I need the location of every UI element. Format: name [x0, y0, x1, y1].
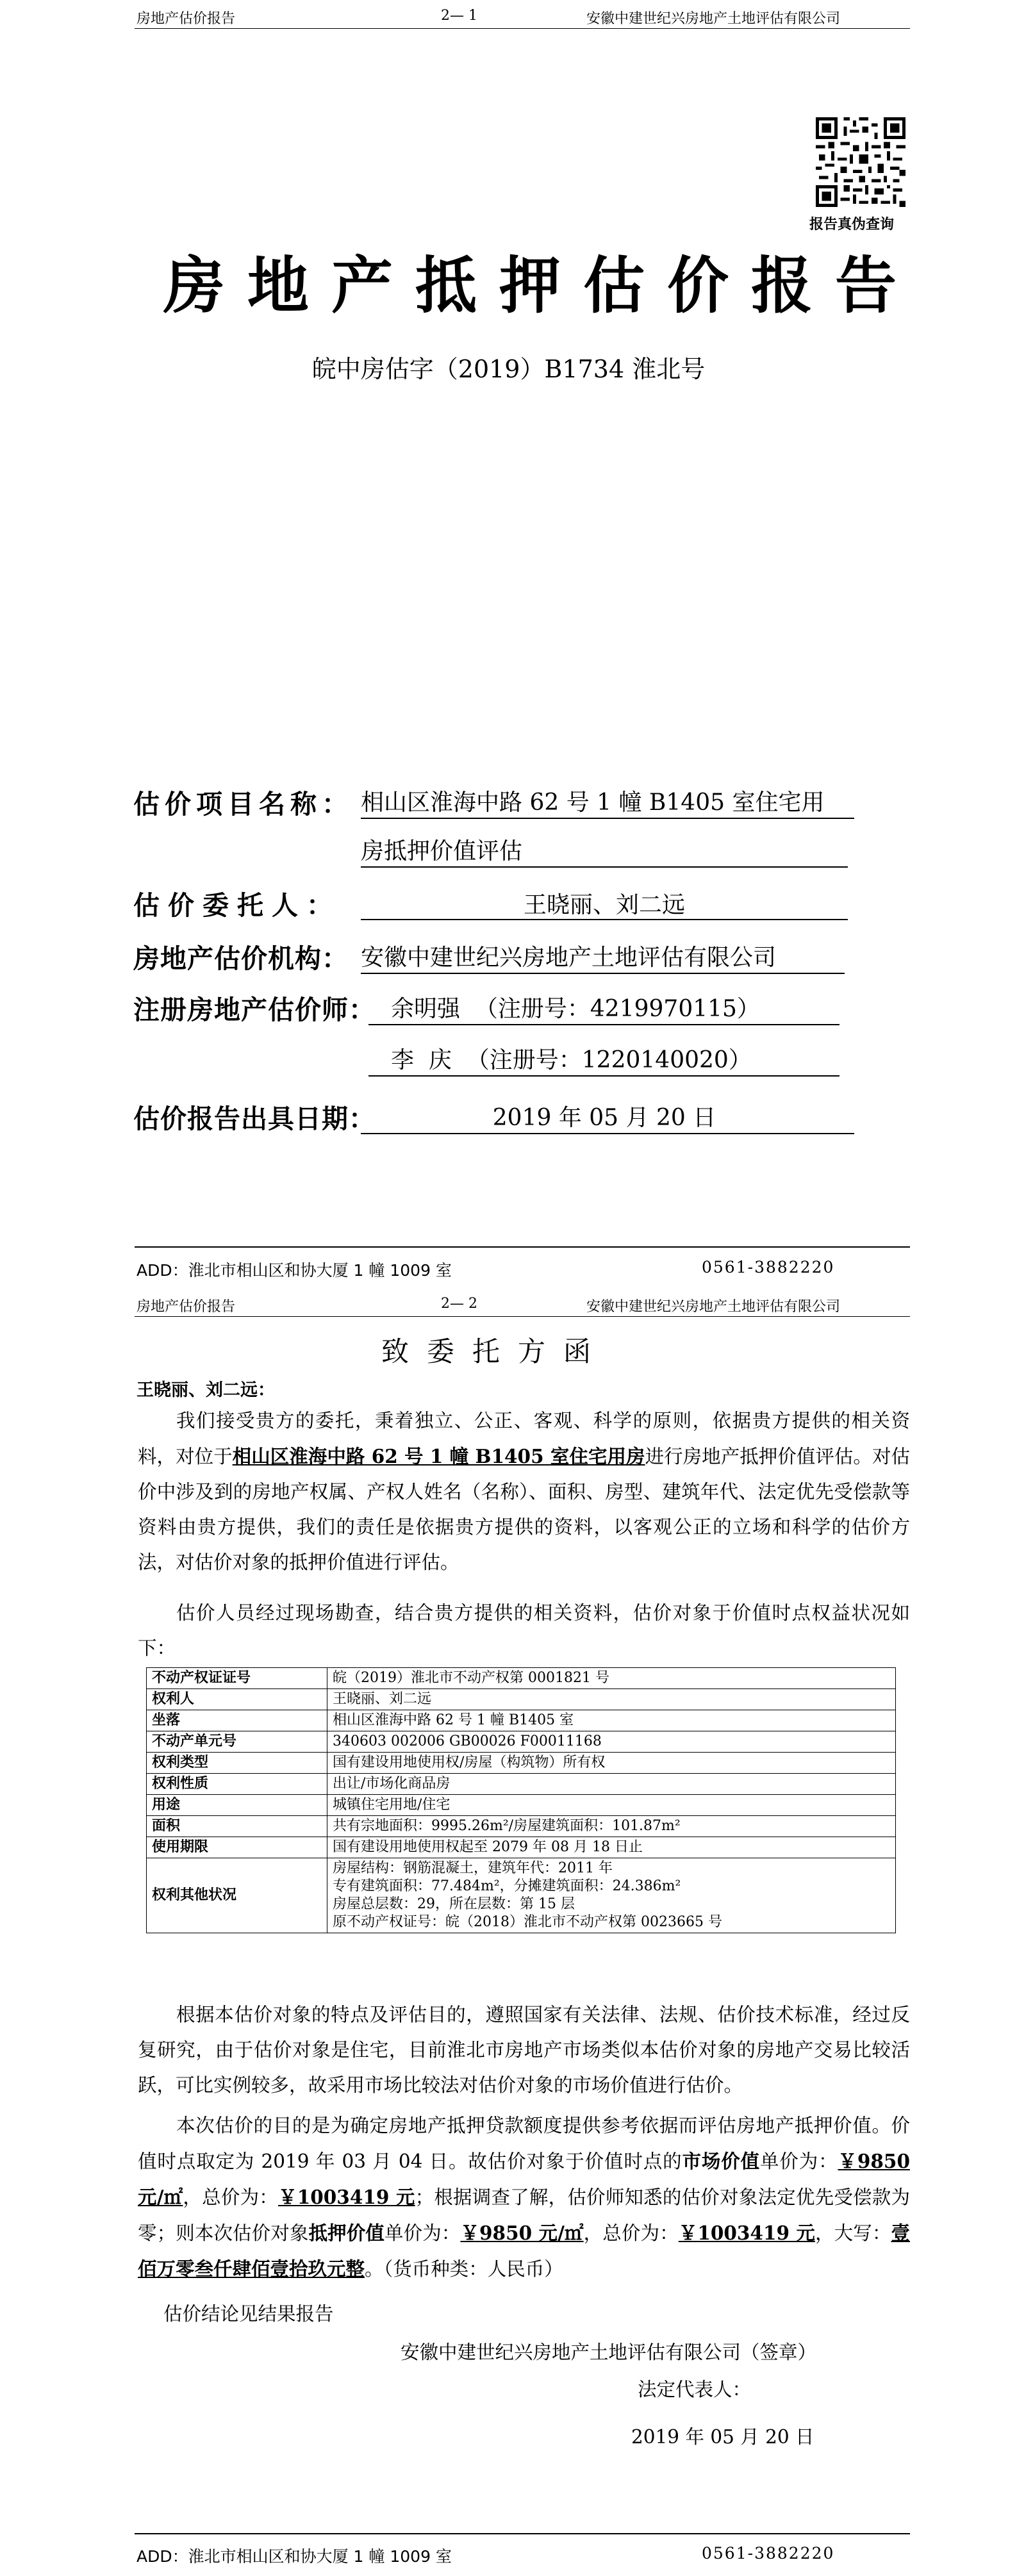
paragraph-4: 本次估价的目的是为确定房地产抵押贷款额度提供参考依据而评估房地产抵押价值。价值时点取定为 2019 年 03 月 04 日。故估价对象于价值时点的市场价值单价为：￥9850 元/㎡，总价为：￥1003419 元；根据调查了解，估价师知悉的估价对象法定优先受偿款为零；则本次估价对象抵押价值单价为：￥9850 元/㎡，总价为：￥1003419 元，大写：壹佰万零叁仟肆佰壹拾玖元整。（货币种类：人民币）	[138, 2115, 910, 2280]
table-key: 使用期限	[147, 1837, 327, 1858]
agency-underline	[361, 973, 845, 974]
table-value: 国有建设用地使用权起至 2079 年 08 月 18 日止	[327, 1837, 896, 1858]
page2-header-page-number: 2— 2	[441, 1296, 477, 1312]
project-name-line1: 相山区淮海中路 62 号 1 幢 B1405 室住宅用	[361, 789, 825, 816]
agency-label: 房地产估价机构：	[133, 943, 349, 974]
table-key: 面积	[147, 1816, 327, 1837]
table-value-other	[327, 1858, 896, 1933]
table-row	[147, 1816, 896, 1837]
paragraph-1: 我们接受贵方的委托，秉着独立、公正、客观、科学的原则，依据贵方提供的相关资料，对位于相山区淮海中路 62 号 1 幢 B1405 室住宅用房进行房地产抵押价值评估。对估价中涉及到的房地产权属、产权人姓名（名称）、面积、房型、建筑年代、法定优先受偿款等资料由贵方提供，我们的责任是依据贵方提供的资料，以客观公正的立场和科学的估价方法，对估价对象的抵押价值进行评估。	[138, 1410, 910, 1573]
page1-header-left: 房地产估价报告	[136, 11, 236, 27]
table-row	[147, 1710, 896, 1731]
project-name-line2: 房抵押价值评估	[361, 838, 523, 864]
page1-footer-address: ADD：淮北市相山区和协大厦 1 幢 1009 室	[136, 1261, 452, 1280]
table-key: 权利其他状况	[147, 1858, 327, 1933]
page2-header-rule	[135, 1316, 910, 1317]
signature-company: 安徽中建世纪兴房地产土地评估有限公司（签章）	[401, 2341, 817, 2363]
page1-footer-rule	[135, 1246, 910, 1248]
table-key: 不动产单元号	[147, 1731, 327, 1753]
table-key: 坐落	[147, 1710, 327, 1731]
page1-footer-phone: 0561-3882220	[702, 1258, 835, 1276]
table-value: 皖（2019）淮北市不动产权第 0001821 号	[327, 1668, 896, 1689]
table-value: 相山区淮海中路 62 号 1 幢 B1405 室	[327, 1710, 896, 1731]
project-name-underline2	[361, 866, 848, 868]
appraiser-2: 李 庆 （注册号：1220140020）	[391, 1047, 752, 1073]
table-value: 出让/市场化商品房	[327, 1774, 896, 1795]
table-key: 用途	[147, 1795, 327, 1816]
table-row	[147, 1795, 896, 1816]
signature-legal-rep: 法定代表人：	[638, 2379, 752, 2400]
page1-header-rule	[135, 28, 910, 29]
table-row	[147, 1774, 896, 1795]
page1-header-right: 安徽中建世纪兴房地产土地评估有限公司	[586, 11, 841, 27]
issue-date-underline	[361, 1133, 854, 1134]
other-status-line: 原不动产权证号：皖（2018）淮北市不动产权第 0023665 号	[333, 1914, 722, 1930]
conclusion-note: 估价结论见结果报告	[163, 2303, 334, 2325]
report-number: 皖中房估字（2019）B1734 淮北号	[311, 355, 706, 383]
salutation: 王晓丽、刘二远：	[136, 1380, 275, 1400]
property-rights-table	[146, 1667, 896, 1933]
other-status-line: 专有建筑面积：77.484m²，分摊建筑面积：24.386m²	[333, 1878, 681, 1894]
table-value: 城镇住宅用地/住宅	[327, 1795, 896, 1816]
issue-date-label: 估价报告出具日期：	[133, 1103, 376, 1134]
appraiser-2-underline	[368, 1075, 839, 1077]
other-status-line: 房屋总层数：29，所在层数：第 15 层	[333, 1896, 575, 1912]
table-value: 王晓丽、刘二远	[327, 1689, 896, 1710]
table-key: 权利人	[147, 1689, 327, 1710]
table-row	[147, 1689, 896, 1710]
table-key: 权利类型	[147, 1753, 327, 1774]
appraiser-1-underline	[368, 1024, 839, 1025]
agency-value: 安徽中建世纪兴房地产土地评估有限公司	[361, 945, 777, 971]
table-key: 权利性质	[147, 1774, 327, 1795]
page2-footer-rule	[135, 2533, 910, 2534]
client-underline	[361, 919, 848, 920]
other-status-line: 房屋结构：钢筋混凝土，建筑年代：2011 年	[333, 1860, 613, 1876]
page2-footer-phone: 0561-3882220	[702, 2544, 835, 2563]
project-name-underline1	[361, 818, 854, 819]
client-label: 估价委托人：	[133, 890, 341, 921]
page2-header-right: 安徽中建世纪兴房地产土地评估有限公司	[586, 1299, 841, 1315]
table-row	[147, 1668, 896, 1689]
page2-header-left: 房地产估价报告	[136, 1299, 236, 1315]
letter-title: 致委托方函	[381, 1336, 609, 1368]
report-title: 房地产抵押估价报告	[163, 249, 919, 322]
table-value: 国有建设用地使用权/房屋（构筑物）所有权	[327, 1753, 896, 1774]
table-row	[147, 1753, 896, 1774]
qr-code-icon	[816, 117, 905, 207]
table-row	[147, 1858, 896, 1933]
paragraph-2: 估价人员经过现场勘查，结合贵方提供的相关资料，估价对象于价值时点权益状况如下：	[138, 1602, 910, 1659]
table-key: 不动产权证证号	[147, 1668, 327, 1689]
paragraph-3: 根据本估价对象的特点及评估目的，遵照国家有关法律、法规、估价技术标准，经过反复研究，由于估价对象是住宅，目前淮北市房地产市场类似本估价对象的房地产交易比较活跃，可比实例较多，故采用市场比较法对估价对象的市场价值进行估价。	[138, 2004, 910, 2096]
appraiser-1: 余明强 （注册号：4219970115）	[391, 996, 760, 1022]
table-row	[147, 1837, 896, 1858]
table-value: 共有宗地面积：9995.26m²/房屋建筑面积：101.87m²	[327, 1816, 896, 1837]
client-value: 王晓丽、刘二远	[523, 892, 685, 918]
issue-date-value: 2019 年 05 月 20 日	[492, 1105, 716, 1131]
page2-footer-address: ADD：淮北市相山区和协大厦 1 幢 1009 室	[136, 2547, 452, 2566]
table-row	[147, 1731, 896, 1753]
appraiser-label: 注册房地产估价师：	[133, 995, 376, 1025]
table-value: 340603 002006 GB00026 F00011168	[327, 1731, 896, 1753]
page1-header-page-number: 2— 1	[441, 8, 477, 24]
project-name-label: 估价项目名称：	[133, 789, 353, 820]
qr-caption: 报告真伪查询	[809, 217, 895, 233]
signature-date: 2019 年 05 月 20 日	[631, 2426, 814, 2448]
